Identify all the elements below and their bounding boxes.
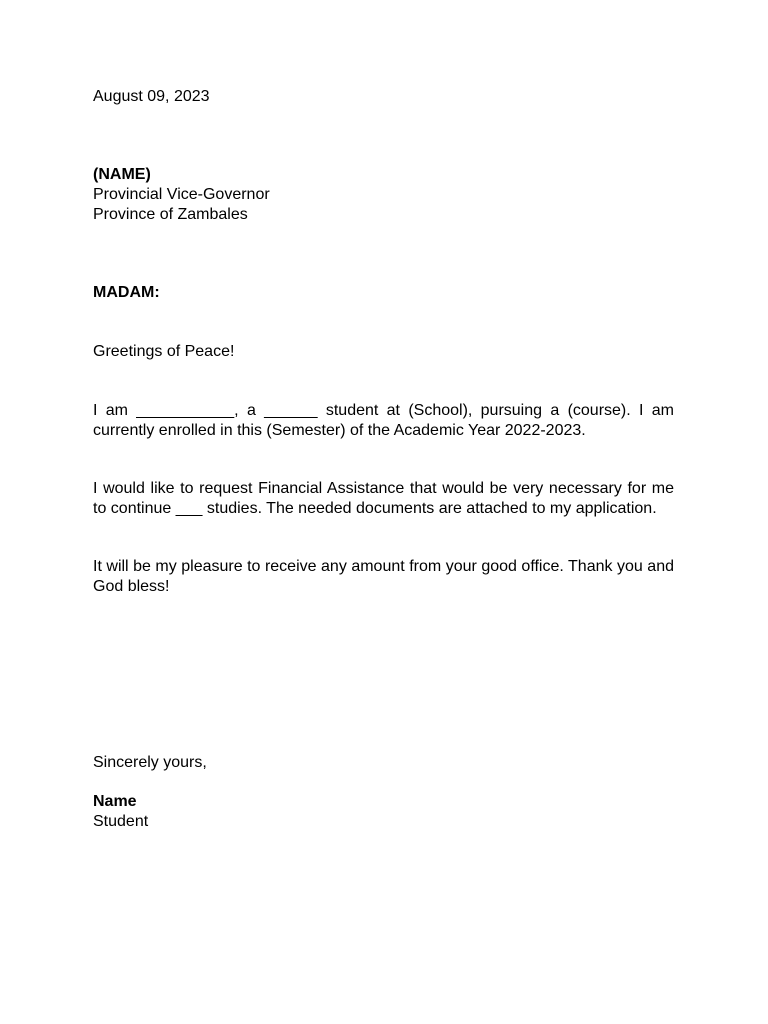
sender-name: Name [93, 793, 137, 810]
recipient-title: Provincial Vice-Governor [93, 186, 270, 203]
letter-date: August 09, 2023 [93, 88, 210, 105]
body-paragraph-2: I would like to request Financial Assistance that would be very necessary for me to continue ___ studies. The needed documents are attached to my application. [93, 480, 674, 517]
salutation: MADAM: [93, 284, 160, 301]
body-paragraph-1: I am ___________, a ______ student at (School), pursuing a (course). I am currently enrolled in this (Semester) of the Academic Year 2022-2023. [93, 402, 674, 439]
greeting: Greetings of Peace! [93, 343, 235, 360]
sender-role: Student [93, 813, 149, 830]
recipient-organization: Province of Zambales [93, 206, 248, 223]
recipient-name: (NAME) [93, 166, 151, 183]
body-paragraph-3: It will be my pleasure to receive any amount from your good office. Thank you and God bless! [93, 558, 674, 595]
closing: Sincerely yours, [93, 754, 207, 771]
